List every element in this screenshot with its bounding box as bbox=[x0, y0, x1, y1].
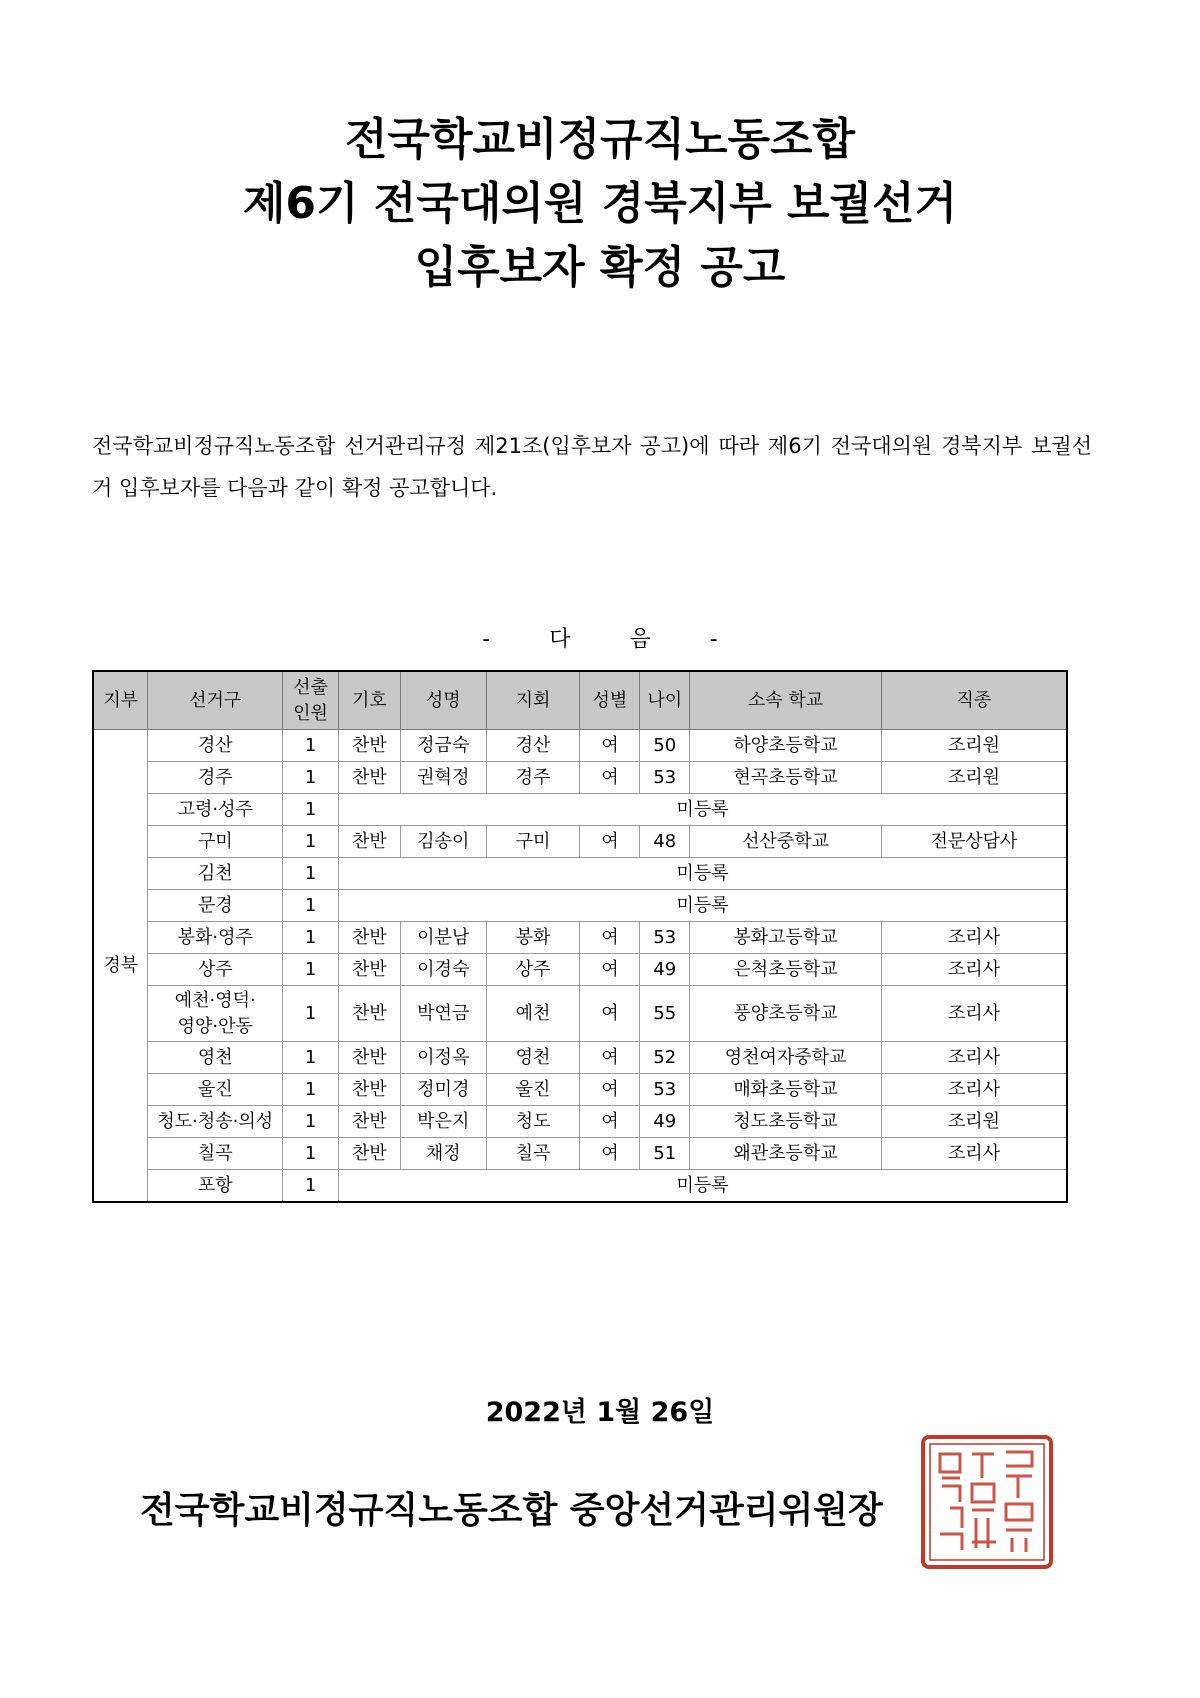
symbol-cell: 찬반 bbox=[338, 922, 400, 954]
name-cell: 채정 bbox=[400, 1138, 486, 1170]
district-cell: 경산 bbox=[148, 730, 283, 762]
job-cell: 조리원 bbox=[881, 762, 1067, 794]
chapter-cell: 영천 bbox=[486, 1042, 580, 1074]
job-cell: 조리사 bbox=[881, 954, 1067, 986]
count-cell: 1 bbox=[283, 986, 339, 1042]
notice-date: 2022년 1월 26일 bbox=[485, 1397, 715, 1428]
district-cell: 경주 bbox=[148, 762, 283, 794]
unregistered-cell: 미등록 bbox=[338, 890, 1067, 922]
name-cell: 이경숙 bbox=[400, 954, 486, 986]
chapter-cell: 칠곡 bbox=[486, 1138, 580, 1170]
job-cell: 조리원 bbox=[881, 730, 1067, 762]
symbol-cell: 찬반 bbox=[338, 1042, 400, 1074]
unregistered-cell: 미등록 bbox=[338, 794, 1067, 826]
gender-cell: 여 bbox=[580, 954, 640, 986]
gender-cell: 여 bbox=[580, 1106, 640, 1138]
count-cell: 1 bbox=[283, 858, 339, 890]
chapter-cell: 구미 bbox=[486, 826, 580, 858]
gender-cell: 여 bbox=[580, 986, 640, 1042]
district-cell: 칠곡 bbox=[148, 1138, 283, 1170]
job-cell: 조리사 bbox=[881, 922, 1067, 954]
district-cell: 봉화·영주 bbox=[148, 922, 283, 954]
next-heading bbox=[0, 622, 1200, 653]
name-cell: 김송이 bbox=[400, 826, 486, 858]
header-symbol: 기호 bbox=[338, 671, 400, 730]
district-cell: 김천 bbox=[148, 858, 283, 890]
symbol-cell: 찬반 bbox=[338, 1106, 400, 1138]
symbol-cell: 찬반 bbox=[338, 730, 400, 762]
age-cell: 49 bbox=[640, 954, 690, 986]
job-cell: 조리사 bbox=[881, 986, 1067, 1042]
count-cell: 1 bbox=[283, 922, 339, 954]
table-row bbox=[93, 858, 1067, 890]
job-cell: 조리사 bbox=[881, 1138, 1067, 1170]
district-cell: 영천 bbox=[148, 1042, 283, 1074]
chapter-cell: 상주 bbox=[486, 954, 580, 986]
count-cell: 1 bbox=[283, 890, 339, 922]
intro-paragraph: 전국학교비정규직노동조합 선거관리규정 제21조(입후보자 공고)에 따라 제6기 전국대의원 경북지부 보궐선거 입후보자를 다음과 같이 확정 공고합니다. bbox=[92, 434, 1092, 500]
header-count: 선출 인원 bbox=[283, 671, 339, 730]
school-cell: 현곡초등학교 bbox=[690, 762, 882, 794]
district-cell: 상주 bbox=[148, 954, 283, 986]
table-row bbox=[93, 762, 1067, 794]
count-cell: 1 bbox=[283, 954, 339, 986]
school-cell: 은척초등학교 bbox=[690, 954, 882, 986]
chapter-cell: 울진 bbox=[486, 1074, 580, 1106]
name-cell: 권혁정 bbox=[400, 762, 486, 794]
unregistered-cell: 미등록 bbox=[338, 858, 1067, 890]
chapter-cell: 봉화 bbox=[486, 922, 580, 954]
symbol-cell: 찬반 bbox=[338, 954, 400, 986]
table-row bbox=[93, 1042, 1067, 1074]
next-heading-char-1: 다 bbox=[549, 627, 571, 652]
header-age: 나이 bbox=[640, 671, 690, 730]
district-cell: 문경 bbox=[148, 890, 283, 922]
table-row bbox=[93, 954, 1067, 986]
school-cell: 청도초등학교 bbox=[690, 1106, 882, 1138]
count-cell: 1 bbox=[283, 762, 339, 794]
unregistered-cell: 미등록 bbox=[338, 1170, 1067, 1203]
school-cell: 선산중학교 bbox=[690, 826, 882, 858]
count-cell: 1 bbox=[283, 1170, 339, 1203]
signature: 전국학교비정규직노동조합 중앙선거관리위원장 bbox=[140, 1490, 883, 1531]
symbol-cell: 찬반 bbox=[338, 1074, 400, 1106]
school-cell: 풍양초등학교 bbox=[690, 986, 882, 1042]
table-row bbox=[93, 1138, 1067, 1170]
gender-cell: 여 bbox=[580, 1042, 640, 1074]
name-cell: 박연금 bbox=[400, 986, 486, 1042]
table-row bbox=[93, 826, 1067, 858]
count-cell: 1 bbox=[283, 794, 339, 826]
next-heading-dash-right: - bbox=[709, 627, 718, 652]
title-line-1: 전국학교비정규직노동조합 bbox=[344, 114, 856, 165]
gender-cell: 여 bbox=[580, 730, 640, 762]
district-cell: 예천·영덕· 영양·안동 bbox=[148, 986, 283, 1042]
table-row bbox=[93, 922, 1067, 954]
title-line-2: 제6기 전국대의원 경북지부 보궐선거 bbox=[242, 178, 958, 229]
name-cell: 정금숙 bbox=[400, 730, 486, 762]
header-branch: 지부 bbox=[93, 671, 148, 730]
chapter-cell: 예천 bbox=[486, 986, 580, 1042]
school-cell: 하양초등학교 bbox=[690, 730, 882, 762]
table-row bbox=[93, 986, 1067, 1042]
notice-title bbox=[0, 108, 1200, 300]
school-cell: 봉화고등학교 bbox=[690, 922, 882, 954]
table-header-row bbox=[93, 671, 1067, 730]
count-cell: 1 bbox=[283, 1074, 339, 1106]
age-cell: 53 bbox=[640, 762, 690, 794]
district-cell: 구미 bbox=[148, 826, 283, 858]
symbol-cell: 찬반 bbox=[338, 986, 400, 1042]
header-chapter: 지회 bbox=[486, 671, 580, 730]
table-row bbox=[93, 794, 1067, 826]
age-cell: 50 bbox=[640, 730, 690, 762]
title-line-3: 입후보자 확정 공고 bbox=[414, 242, 786, 293]
header-name: 성명 bbox=[400, 671, 486, 730]
symbol-cell: 찬반 bbox=[338, 826, 400, 858]
gender-cell: 여 bbox=[580, 1138, 640, 1170]
branch-cell: 경북 bbox=[93, 730, 148, 1203]
school-cell: 영천여자중학교 bbox=[690, 1042, 882, 1074]
name-cell: 이정옥 bbox=[400, 1042, 486, 1074]
count-cell: 1 bbox=[283, 730, 339, 762]
age-cell: 53 bbox=[640, 922, 690, 954]
table-row bbox=[93, 890, 1067, 922]
age-cell: 49 bbox=[640, 1106, 690, 1138]
district-cell: 청도·청송·의성 bbox=[148, 1106, 283, 1138]
chapter-cell: 경주 bbox=[486, 762, 580, 794]
count-cell: 1 bbox=[283, 826, 339, 858]
table-row bbox=[93, 1074, 1067, 1106]
count-cell: 1 bbox=[283, 1042, 339, 1074]
official-seal bbox=[920, 1434, 1054, 1570]
job-cell: 조리원 bbox=[881, 1106, 1067, 1138]
symbol-cell: 찬반 bbox=[338, 762, 400, 794]
age-cell: 48 bbox=[640, 826, 690, 858]
chapter-cell: 경산 bbox=[486, 730, 580, 762]
name-cell: 이분남 bbox=[400, 922, 486, 954]
district-cell: 울진 bbox=[148, 1074, 283, 1106]
header-school: 소속 학교 bbox=[690, 671, 882, 730]
job-cell: 조리사 bbox=[881, 1074, 1067, 1106]
age-cell: 52 bbox=[640, 1042, 690, 1074]
gender-cell: 여 bbox=[580, 1074, 640, 1106]
school-cell: 왜관초등학교 bbox=[690, 1138, 882, 1170]
header-gender: 성별 bbox=[580, 671, 640, 730]
table-row bbox=[93, 730, 1067, 762]
district-cell: 포항 bbox=[148, 1170, 283, 1203]
header-job: 직종 bbox=[881, 671, 1067, 730]
next-heading-dash-left: - bbox=[482, 627, 491, 652]
age-cell: 55 bbox=[640, 986, 690, 1042]
job-cell: 조리사 bbox=[881, 1042, 1067, 1074]
header-district: 선거구 bbox=[148, 671, 283, 730]
gender-cell: 여 bbox=[580, 826, 640, 858]
gender-cell: 여 bbox=[580, 762, 640, 794]
symbol-cell: 찬반 bbox=[338, 1138, 400, 1170]
age-cell: 51 bbox=[640, 1138, 690, 1170]
next-heading-char-2: 음 bbox=[629, 627, 651, 652]
name-cell: 정미경 bbox=[400, 1074, 486, 1106]
candidate-table bbox=[92, 670, 1068, 1203]
job-cell: 전문상담사 bbox=[881, 826, 1067, 858]
gender-cell: 여 bbox=[580, 922, 640, 954]
age-cell: 53 bbox=[640, 1074, 690, 1106]
table-row bbox=[93, 1170, 1067, 1203]
school-cell: 매화초등학교 bbox=[690, 1074, 882, 1106]
count-cell: 1 bbox=[283, 1138, 339, 1170]
table-row bbox=[93, 1106, 1067, 1138]
count-cell: 1 bbox=[283, 1106, 339, 1138]
district-cell: 고령·성주 bbox=[148, 794, 283, 826]
name-cell: 박은지 bbox=[400, 1106, 486, 1138]
chapter-cell: 청도 bbox=[486, 1106, 580, 1138]
table-body bbox=[93, 730, 1067, 1203]
